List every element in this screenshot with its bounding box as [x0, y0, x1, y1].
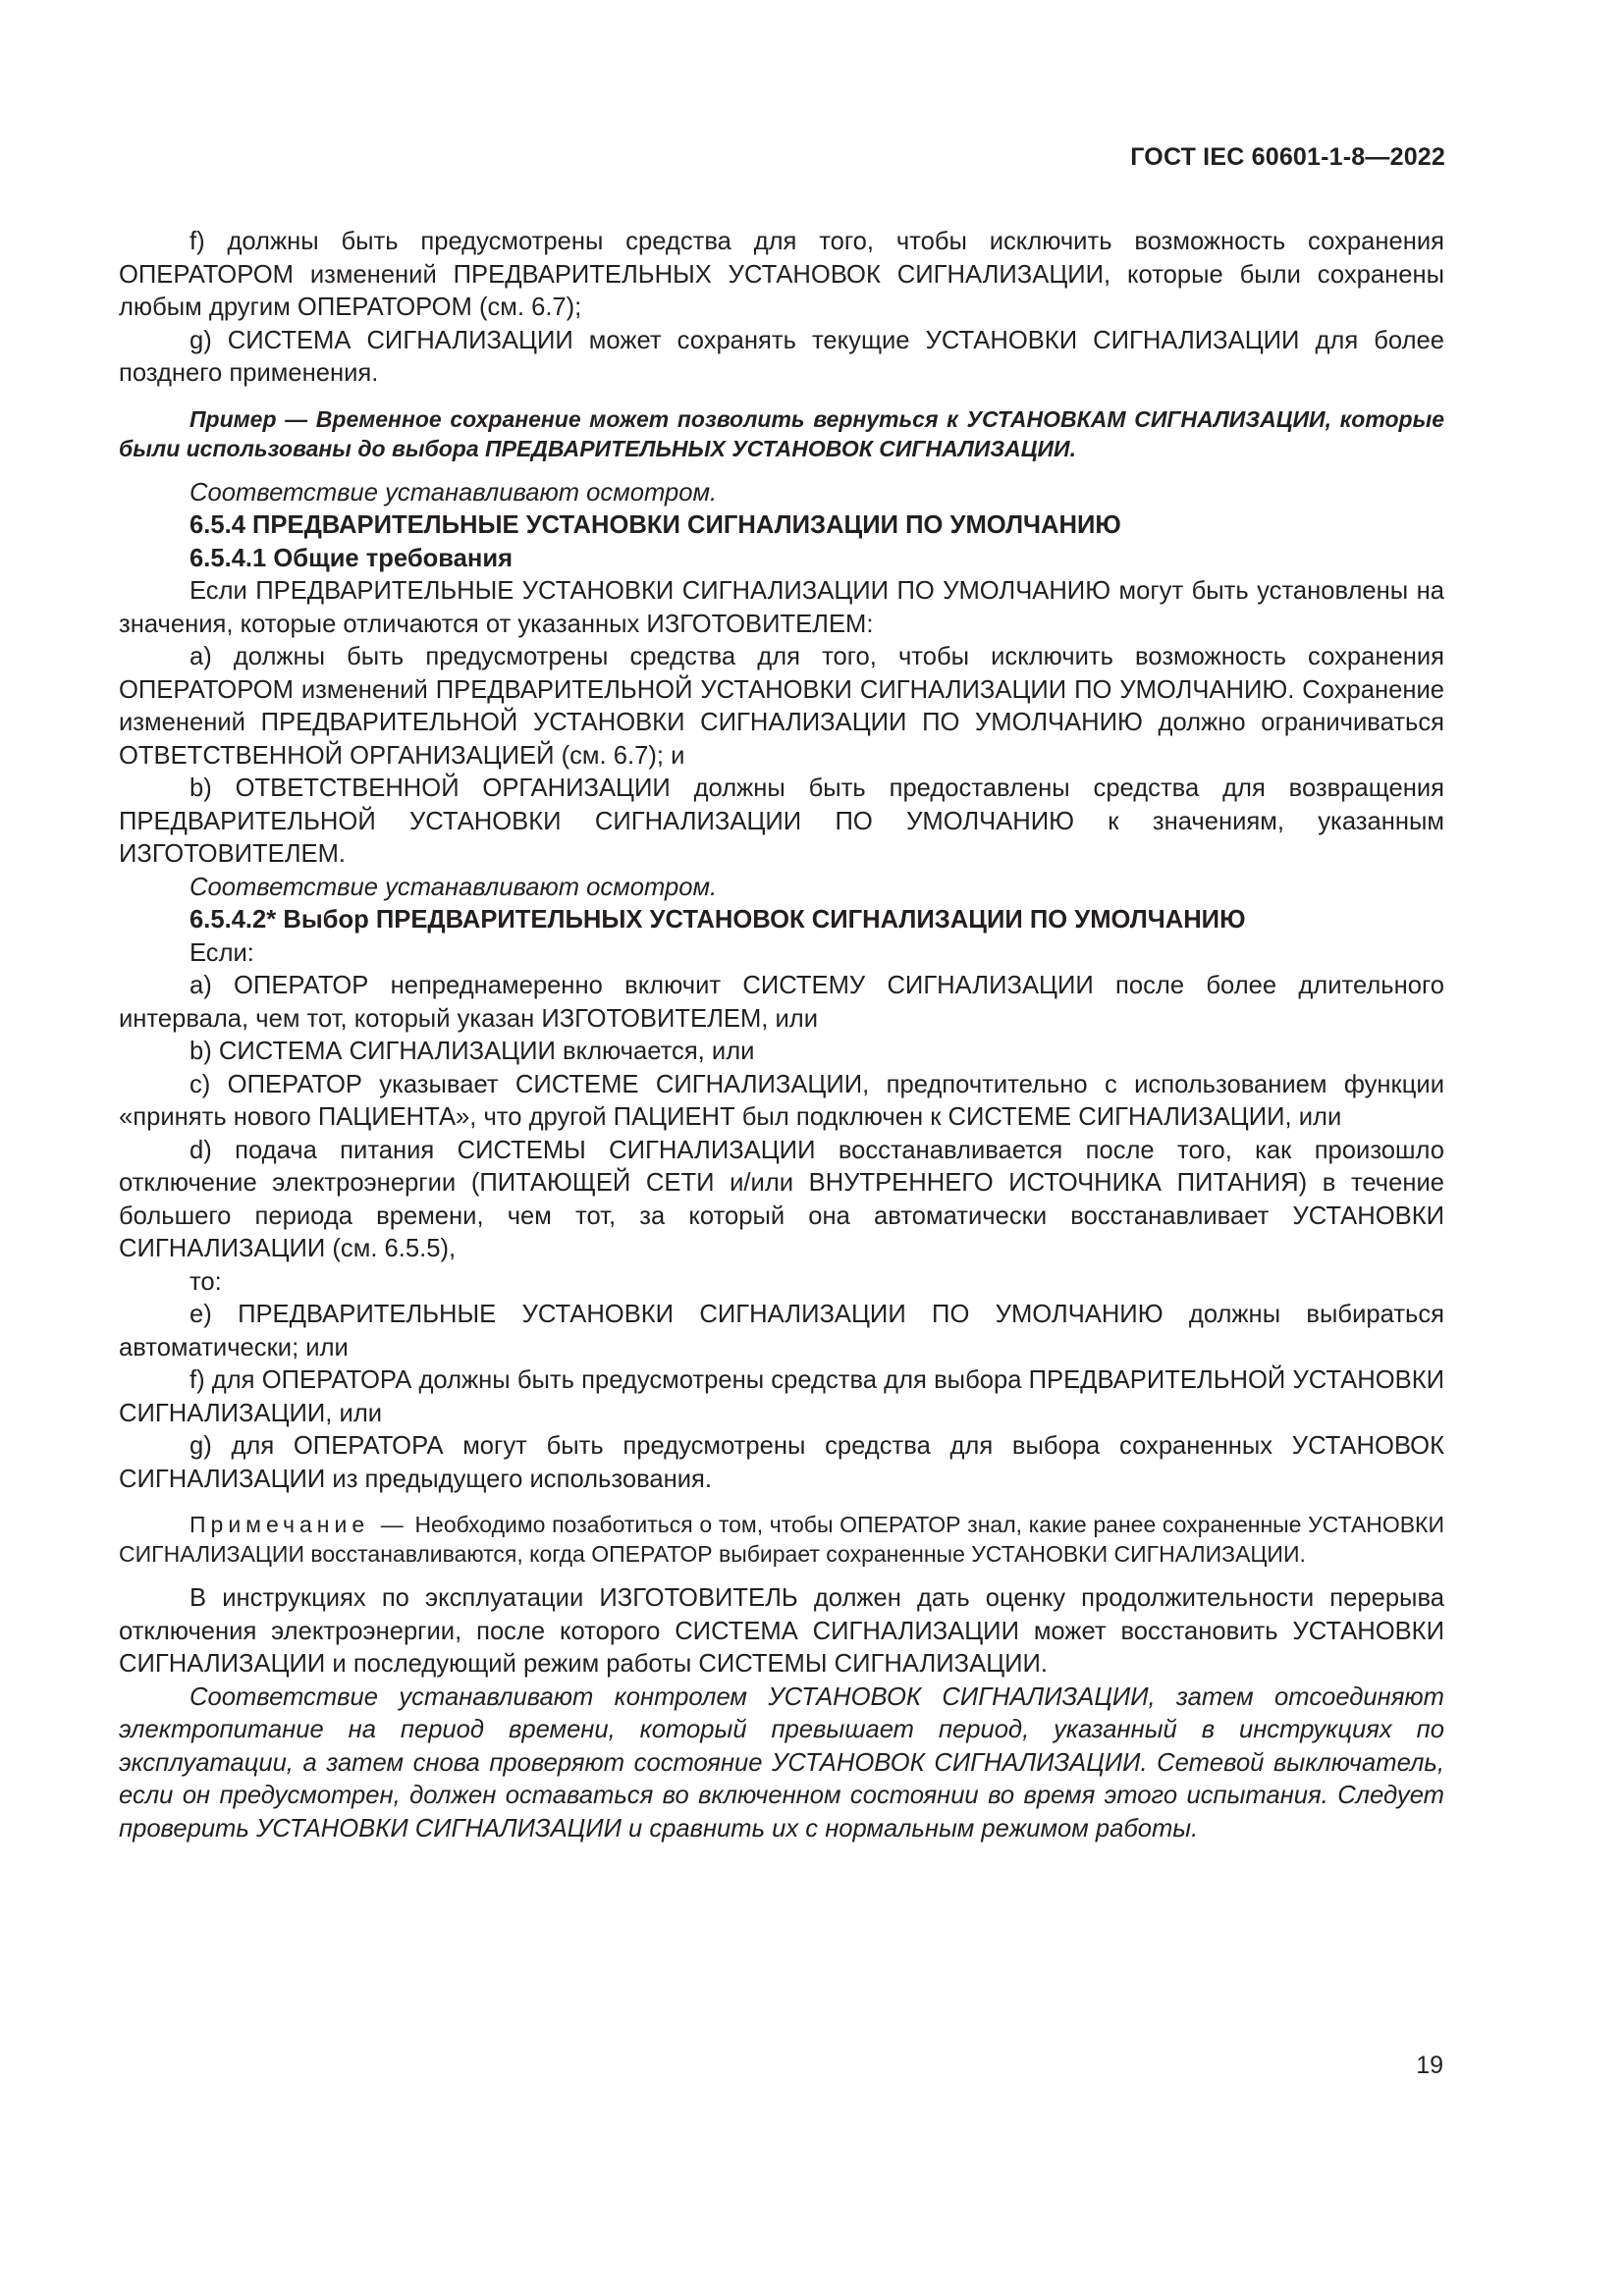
section-heading-6-5-4-2: 6.5.4.2* Выбор ПРЕДВАРИТЕЛЬНЫХ УСТАНОВОК СИГНАЛИЗАЦИИ ПО УМОЛЧАНИЮ — [189, 906, 1246, 934]
compliance-text: Соответствие устанавливают контролем УСТАНОВОК СИГНАЛИЗАЦИИ, затем отсоединяют электропитание на период времени, который превышает период, указанный в инструкциях по эксплуатации, а затем снова проверяют состояние УСТАНОВОК СИГНАЛИЗАЦИИ. Сетевой выключатель, если он предусмотрен, должен оставаться во включенном состоянии во время этого испытания. Следует проверить УСТАНОВКИ СИГНАЛИЗАЦИИ и сравнить их с нормальным режимом работы. — [119, 1682, 1444, 1842]
compliance-text: Соответствие устанавливают осмотром. — [189, 873, 718, 901]
note-text: Необходимо позаботиться о том, чтобы ОПЕРАТОР знал, какие ранее сохраненные УСТАНОВКИ СИГНАЛИЗАЦИИ восстанавливаются, когда ОПЕРАТОР выбирает сохраненные УСТАНОВКИ СИГНАЛИЗАЦИИ. — [119, 1512, 1444, 1567]
list-item-d-paragraph: d) подача питания СИСТЕМЫ СИГНАЛИЗАЦИИ восстанавливается после того, как произошло отключение электроэнергии (ПИТАЮЩЕЙ СЕТИ и/или ВНУТРЕННЕГО ИСТОЧНИКА ПИТАНИЯ) в течение большего периода времени, чем тот, за который она автоматически восстанавливает УСТАНОВКИ СИГНАЛИЗАЦИИ (см. 6.5.5), — [119, 1136, 1444, 1262]
list-item-f-paragraph: f) для ОПЕРАТОРА должны быть предусмотрены средства для выбора ПРЕДВАРИТЕЛЬНОЙ УСТАНОВКИ СИГНАЛИЗАЦИИ, или — [119, 1366, 1444, 1427]
list-item-b-paragraph: b) СИСТЕМА СИГНАЛИЗАЦИИ включается, или — [189, 1038, 755, 1065]
paragraph: Если ПРЕДВАРИТЕЛЬНЫЕ УСТАНОВКИ СИГНАЛИЗАЦИИ ПО УМОЛЧАНИЮ могут быть установлены на значения, которые отличаются от указанных ИЗГОТОВИТЕЛЕМ: — [119, 577, 1444, 638]
note-paragraph — [119, 1510, 1444, 1569]
list-item-f-paragraph: f) должны быть предусмотрены средства для того, чтобы исключить возможность сохранения ОПЕРАТОРОМ изменений ПРЕДВАРИТЕЛЬНЫХ УСТАНОВОК СИГНАЛИЗАЦИИ, которые были сохранены любым другим ОПЕРАТОРОМ (см. 6.7); — [119, 228, 1444, 321]
list-item-b-paragraph: b) ОТВЕТСТВЕННОЙ ОРГАНИЗАЦИИ должны быть предоставлены средства для возвращения ПРЕДВАРИТЕЛЬНОЙ УСТАНОВКИ СИГНАЛИЗАЦИИ ПО УМОЛЧАНИЮ к значениям, указанным ИЗГОТОВИТЕЛЕМ. — [119, 774, 1444, 868]
page-body — [119, 226, 1444, 1845]
list-item-c-paragraph: с) ОПЕРАТОР указывает СИСТЕМЕ СИГНАЛИЗАЦИИ, предпочтительно с использованием функции «принять нового ПАЦИЕНТА», что другой ПАЦИЕНТ был подключен к СИСТЕМЕ СИГНАЛИЗАЦИИ, или — [119, 1070, 1444, 1131]
section-heading-6-5-4: 6.5.4 ПРЕДВАРИТЕЛЬНЫЕ УСТАНОВКИ СИГНАЛИЗАЦИИ ПО УМОЛЧАНИЮ — [189, 511, 1121, 539]
list-item-a-paragraph: а) должны быть предусмотрены средства для того, чтобы исключить возможность сохранения ОПЕРАТОРОМ изменений ПРЕДВАРИТЕЛЬНОЙ УСТАНОВКИ СИГНАЛИЗАЦИИ ПО УМОЛЧАНИЮ. Сохранение изменений ПРЕДВАРИТЕЛЬНОЙ УСТАНОВКИ СИГНАЛИЗАЦИИ ПО УМОЛЧАНИЮ должно ограничиваться ОТВЕТСТВЕННОЙ ОРГАНИЗАЦИЕЙ (см. 6.7); и — [119, 643, 1444, 770]
note-label: Примечание — — [189, 1512, 408, 1537]
section-heading-6-5-4-1: 6.5.4.1 Общие требования — [189, 544, 514, 572]
example-paragraph: Пример — Временное сохранение может позволить вернуться к УСТАНОВКАМ СИГНАЛИЗАЦИИ, которые были использованы до выбора ПРЕДВАРИТЕЛЬНЫХ УСТАНОВОК СИГНАЛИЗАЦИИ. — [119, 405, 1444, 461]
list-item-a-paragraph: а) ОПЕРАТОР непреднамеренно включит СИСТЕМУ СИГНАЛИЗАЦИИ после более длительного интервала, чем тот, который указан ИЗГОТОВИТЕЛЕМ, или — [119, 972, 1444, 1033]
list-item-e-paragraph: е) ПРЕДВАРИТЕЛЬНЫЕ УСТАНОВКИ СИГНАЛИЗАЦИИ ПО УМОЛЧАНИЮ должны выбираться автоматически; или — [119, 1301, 1444, 1362]
paragraph: то: — [189, 1267, 222, 1296]
page-number: 19 — [1416, 2052, 1443, 2079]
compliance-text: Соответствие устанавливают осмотром. — [189, 478, 718, 507]
paragraph: В инструкциях по эксплуатации ИЗГОТОВИТЕЛЬ должен дать оценку продолжительности перерыва отключения электроэнергии, после которого СИСТЕМА СИГНАЛИЗАЦИИ может восстановить УСТАНОВКИ СИГНАЛИЗАЦИИ и последующий режим работы СИСТЕМЫ СИГНАЛИЗАЦИИ. — [119, 1584, 1444, 1678]
list-item-g-paragraph: g) для ОПЕРАТОРА могут быть предусмотрены средства для выбора сохраненных УСТАНОВОК СИГНАЛИЗАЦИИ из предыдущего использования. — [119, 1432, 1444, 1493]
paragraph: Если: — [189, 938, 254, 967]
list-item-g-paragraph: g) СИСТЕМА СИГНАЛИЗАЦИИ может сохранять текущие УСТАНОВКИ СИГНАЛИЗАЦИИ для более позднего применения. — [119, 326, 1444, 387]
document-code: ГОСТ IEC 60601-1-8—2022 — [1130, 143, 1445, 171]
